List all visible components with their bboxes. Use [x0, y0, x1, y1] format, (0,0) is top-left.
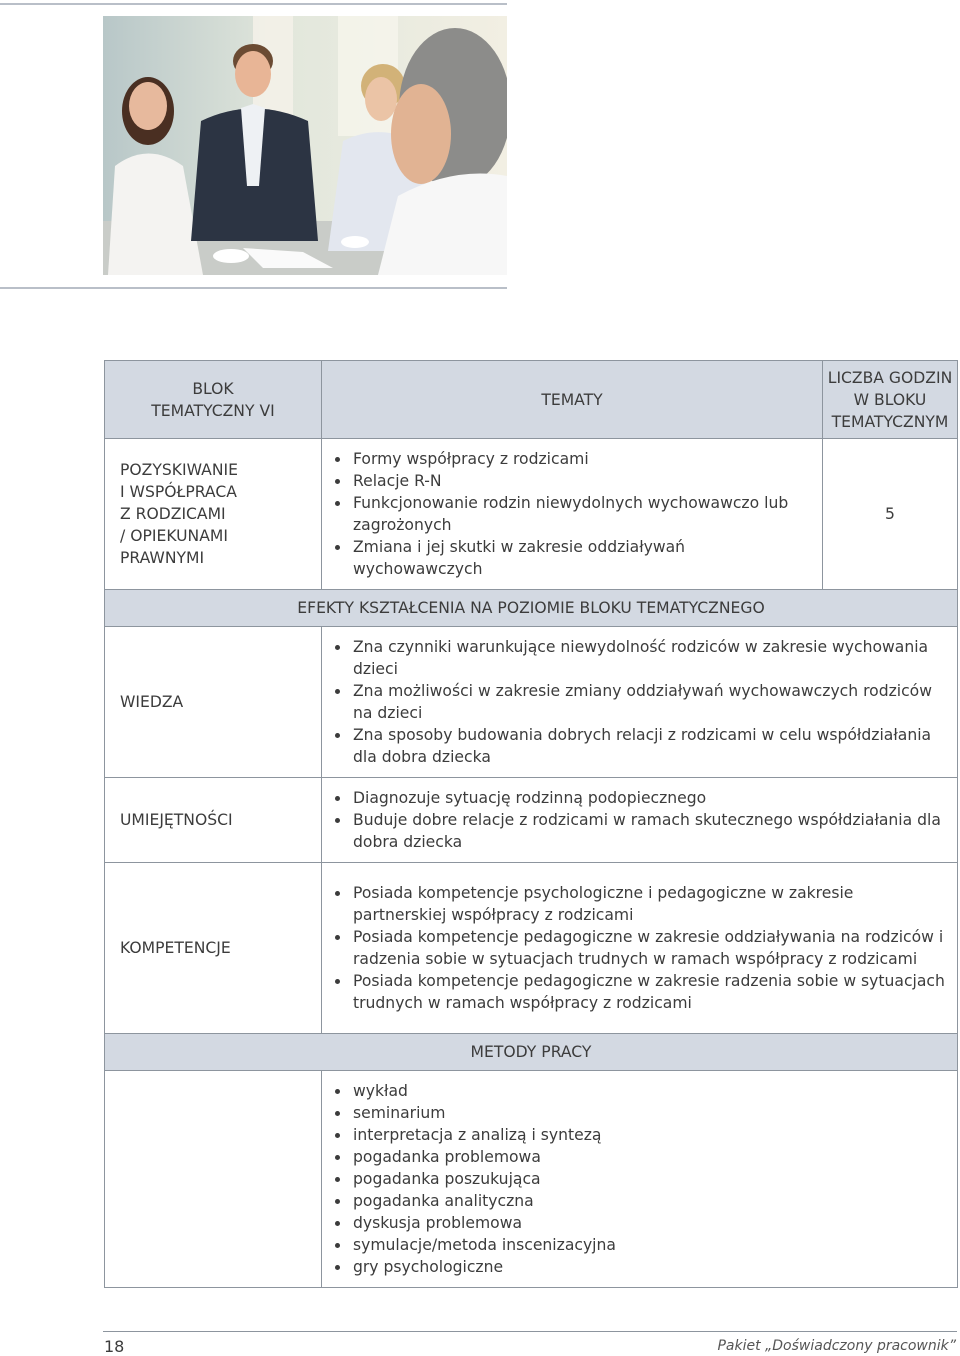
- publication-title: Pakiet „Doświadczony pracownik”: [717, 1338, 956, 1354]
- list-item: Zmiana i jej skutki w zakresie oddziaływań wychowawczych: [334, 536, 812, 580]
- footer-rule: [103, 1331, 957, 1332]
- list-item: Formy współpracy z rodzicami: [334, 448, 812, 470]
- header-row: [105, 361, 958, 439]
- knowledge-list: [334, 636, 947, 768]
- methods-header-row: [105, 1034, 958, 1071]
- skills-row: [105, 778, 958, 863]
- topics-list: [334, 448, 812, 580]
- topics-header: TEMATY: [322, 361, 823, 439]
- list-item: wykład: [334, 1080, 947, 1102]
- hours-header: LICZBA GODZIN W BLOKU TEMATYCZNYM: [823, 361, 958, 439]
- list-item: Posiada kompetencje pedagogiczne w zakresie radzenia sobie w sytuacjach trudnych w ramach współpracy z rodzicami: [334, 970, 947, 1014]
- list-item: Zna sposoby budowania dobrych relacji z rodzicami w celu współdziałania dla dobra dziecka: [334, 724, 947, 768]
- list-item: Relacje R-N: [334, 470, 812, 492]
- list-item: Buduje dobre relacje z rodzicami w ramach skutecznego współdziałania dla dobra dziecka: [334, 809, 947, 853]
- knowledge-cell: [322, 627, 958, 778]
- outcomes-header: EFEKTY KSZTAŁCENIA NA POZIOMIE BLOKU TEMATYCZNEGO: [105, 590, 958, 627]
- hours-value: 5: [823, 439, 958, 590]
- competences-list: [334, 882, 947, 1014]
- meeting-photo: [103, 16, 507, 275]
- block-header: BLOK TEMATYCZNY VI: [105, 361, 322, 439]
- methods-row: [105, 1071, 958, 1288]
- methods-empty-cell: [105, 1071, 322, 1288]
- methods-header: METODY PRACY: [105, 1034, 958, 1071]
- list-item: Funkcjonowanie rodzin niewydolnych wychowawczo lub zagrożonych: [334, 492, 812, 536]
- block-row: [105, 439, 958, 590]
- topics-cell: [322, 439, 823, 590]
- list-item: symulacje/metoda inscenizacyjna: [334, 1234, 947, 1256]
- list-item: Zna możliwości w zakresie zmiany oddziaływań wychowawczych rodziców na dzieci: [334, 680, 947, 724]
- knowledge-label: WIEDZA: [105, 627, 322, 778]
- competences-row: [105, 863, 958, 1034]
- knowledge-row: [105, 627, 958, 778]
- list-item: Zna czynniki warunkujące niewydolność rodziców w zakresie wychowania dzieci: [334, 636, 947, 680]
- top-rule: [0, 3, 507, 5]
- block-title: POZYSKIWANIE I WSPÓŁPRACA Z RODZICAMI / OPIEKUNAMI PRAWNYMI: [105, 439, 322, 590]
- competences-label: KOMPETENCJE: [105, 863, 322, 1034]
- outcomes-header-row: [105, 590, 958, 627]
- methods-list: [334, 1080, 947, 1278]
- skills-label: UMIEJĘTNOŚCI: [105, 778, 322, 863]
- skills-cell: [322, 778, 958, 863]
- methods-cell: [322, 1071, 958, 1288]
- list-item: pogadanka poszukująca: [334, 1168, 947, 1190]
- page-number: 18: [104, 1337, 125, 1356]
- list-item: Posiada kompetencje pedagogiczne w zakresie oddziaływania na rodziców i radzenia sobie w sytuacjach trudnych w ramach współpracy z rodzicami: [334, 926, 947, 970]
- list-item: Posiada kompetencje psychologiczne i pedagogiczne w zakresie partnerskiej współpracy z rodzicami: [334, 882, 947, 926]
- list-item: pogadanka analityczna: [334, 1190, 947, 1212]
- list-item: dyskusja problemowa: [334, 1212, 947, 1234]
- skills-list: [334, 787, 947, 853]
- list-item: interpretacja z analizą i syntezą: [334, 1124, 947, 1146]
- competences-cell: [322, 863, 958, 1034]
- list-item: pogadanka problemowa: [334, 1146, 947, 1168]
- list-item: seminarium: [334, 1102, 947, 1124]
- photo-rule: [0, 287, 507, 289]
- list-item: gry psychologiczne: [334, 1256, 947, 1278]
- list-item: Diagnozuje sytuację rodzinną podopiecznego: [334, 787, 947, 809]
- syllabus-table: [104, 360, 958, 1288]
